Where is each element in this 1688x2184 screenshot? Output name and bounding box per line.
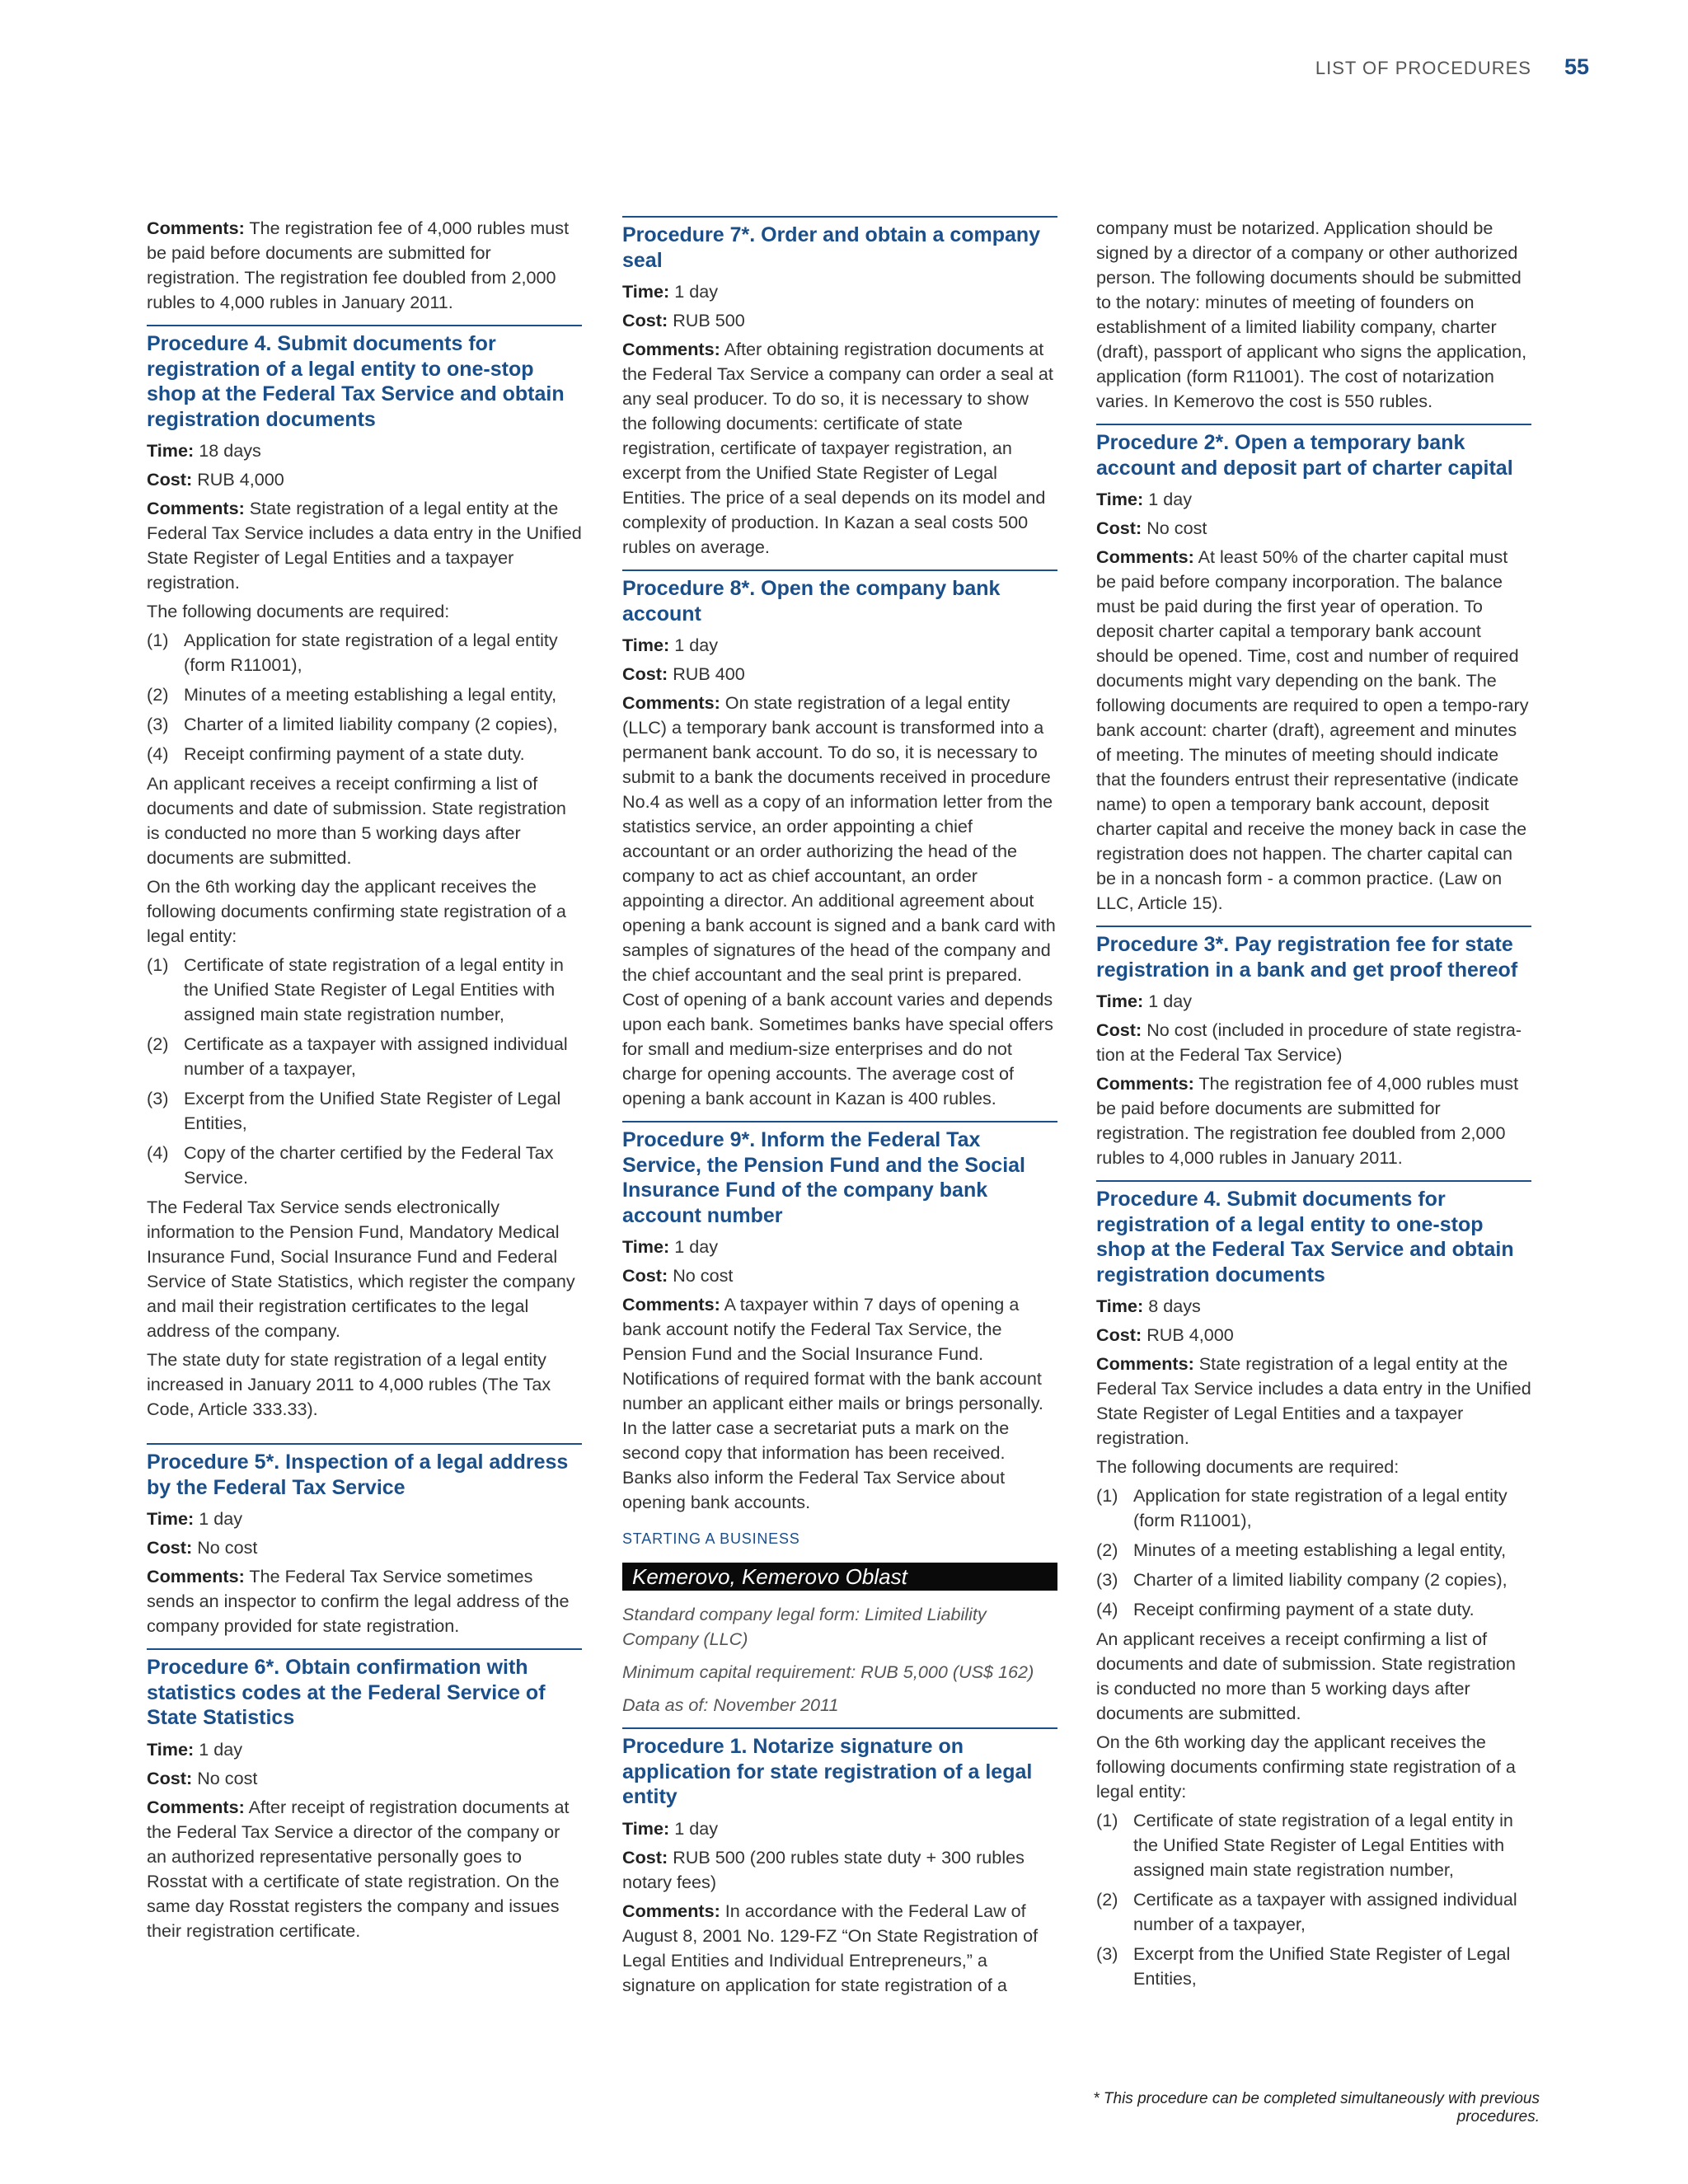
procedure-4-comments: Comments: State registration of a legal entity at the Federal Tax Service includes a data entry in the Unified State Register of Legal Entities and a taxpayer registration.	[1096, 1353, 1531, 1448]
procedure-2-comments: Comments: At least 50% of the charter capital must be paid before company incorporation. The balance must be paid during the first year of operation. To deposit charter capital a temporary bank account should be opened. Time, cost and number of required documents might vary depending on the bank. The following documents are required to open a tempo-rary bank account: charter (draft), agreement and minutes of meeting. The minutes of meeting should indicate that the founders entrust their representative (indicate name) to open a temporary bank account, deposit charter capital and receive the money back in case the registration does not happen. The charter capital can be in a noncash form - a common practice. (Law on LLC, Article 15).	[1096, 546, 1529, 913]
procedure-9-comments: Comments: A taxpayer within 7 days of opening a bank account notify the Federal Tax Service, the Pension Fund and the Social Insurance Fund. Notifications of required format with the bank account number an applicant either mails or brings personally. In the latter case a secretariat puts a mark on the second copy that information has been received. Banks also inform the Federal Tax Service about opening bank accounts.	[622, 1294, 1043, 1512]
column-2	[622, 216, 1057, 2002]
procedure-4-paragraph: An applicant receives a receipt confirming a list of documents and date of submission. State registration is conducted no more than 5 working days after documents are submitted.	[1096, 1629, 1516, 1723]
data-date-meta: Data as of: November 2011	[622, 1694, 839, 1715]
list-item: (4) Copy of the charter certified by the Federal Tax Service.	[147, 1142, 554, 1188]
procedure-1-cost: Cost: RUB 500 (200 rubles state duty + 300 rubles notary fees)	[622, 1846, 1025, 1892]
procedure-4-paragraph: The following documents are required:	[1096, 1456, 1400, 1477]
procedure-6-time: Time: 1 day	[147, 1738, 243, 1760]
procedure-7-title: Procedure 7*. Order and obtain a company seal	[622, 216, 1057, 273]
procedure-2-title: Procedure 2*. Open a temporary bank account and deposit part of charter capital	[1096, 424, 1531, 480]
list-item: (4) Receipt confirming payment of a state duty.	[1096, 1599, 1475, 1619]
procedure-7-cost: Cost: RUB 500	[622, 310, 745, 330]
procedure-4-paragraph: The following documents are required:	[147, 601, 450, 621]
procedure-7-time: Time: 1 day	[622, 281, 719, 302]
list-item: (2) Certificate as a taxpayer with assigned individual number of a taxpayer,	[1096, 1889, 1517, 1934]
procedure-4-comments: Comments: State registration of a legal entity at the Federal Tax Service includes a data entry in the Unified State Register of Legal Entities and a taxpayer registration.	[147, 498, 582, 593]
procedure-6-cost: Cost: No cost	[147, 1767, 258, 1788]
procedure-4-cost: Cost: RUB 4,000	[147, 469, 284, 490]
column-3	[1096, 216, 1531, 1996]
procedure-8-time: Time: 1 day	[622, 635, 719, 655]
list-item: (4) Receipt confirming payment of a state duty.	[147, 743, 525, 764]
procedure-9-cost: Cost: No cost	[622, 1265, 734, 1286]
procedure-4-paragraph: An applicant receives a receipt confirming a list of documents and date of submission. State registration is conducted no more than 5 working days after documents are submitted.	[147, 773, 566, 868]
procedure-1-comments-continued: company must be notarized. Application should be signed by a director of a company or other authorized person. The following documents should be submitted to the notary: minutes of meeting of founders on establishment of a limited liability company, charter (draft), passport of applicant who signs the application, application (form R11001). The cost of notarization varies. In Kemerovo the cost is 550 rubles.	[1096, 218, 1527, 411]
column-1	[147, 216, 582, 1947]
list-item: (1) Application for state registration of a legal entity (form R11001),	[147, 630, 558, 675]
procedure-3-comments: Comments: The registration fee of 4,000 rubles must be paid before documents are submitted for registration. The registration fee doubled from 2,000 rubles to 4,000 rubles in January 2011.	[1096, 1073, 1519, 1168]
procedure-4-paragraph: On the 6th working day the applicant receives the following documents confirming state registration of a legal entity:	[1096, 1732, 1516, 1802]
top-comments: Comments: The registration fee of 4,000 rubles must be paid before documents are submitted for registration. The registration fee doubled from 2,000 rubles to 4,000 rubles in January 2011.	[147, 218, 570, 312]
running-header	[1315, 54, 1589, 80]
procedure-2-cost: Cost: No cost	[1096, 518, 1207, 538]
procedure-6-title: Procedure 6*. Obtain confirmation with statistics codes at the Federal Service of State Statistics	[147, 1648, 582, 1731]
list-item: (2) Certificate as a taxpayer with assigned individual number of a taxpayer,	[147, 1033, 568, 1079]
procedure-4-time: Time: 18 days	[147, 440, 261, 461]
footnote: * This procedure can be completed simultaneously with previous procedures.	[1093, 2090, 1540, 2125]
procedure-4-required-docs-list	[147, 628, 582, 766]
list-item: (2) Minutes of a meeting establishing a legal entity,	[147, 684, 557, 705]
comments-label: Comments:	[147, 218, 245, 238]
procedure-2-time: Time: 1 day	[1096, 489, 1193, 509]
procedure-3-time: Time: 1 day	[1096, 991, 1193, 1011]
procedure-4-paragraph: The state duty for state registration of a legal entity increased in January 2011 to 4,000 rubles (The Tax Code, Article 333.33).	[147, 1349, 551, 1419]
procedure-5-comments: Comments: The Federal Tax Service sometimes sends an inspector to confirm the legal address of the company provided for state registration.	[147, 1566, 570, 1636]
procedure-6-comments: Comments: After receipt of registration documents at the Federal Tax Service a director of the company or an authorized representative personally goes to Rosstat with a certificate of state registration. On the same day Rosstat registers the company and issues their registration certificate.	[147, 1796, 570, 1941]
procedure-1-title: Procedure 1. Notarize signature on application for state registration of a legal entity	[622, 1727, 1057, 1810]
minimum-capital-meta: Minimum capital requirement: RUB 5,000 (US$ 162)	[622, 1661, 1034, 1682]
list-item: (1) Certificate of state registration of a legal entity in the Unified State Register of Legal Entities with assigned main state registration number,	[1096, 1810, 1513, 1880]
procedure-4-title-kemerovo: Procedure 4. Submit documents for registration of a legal entity to one-stop shop at the Federal Tax Service and obtain registration documents	[1096, 1180, 1531, 1287]
procedure-7-comments: Comments: After obtaining registration documents at the Federal Tax Service a company can order a seal at any seal producer. To do so, it is necessary to show the following documents: certificate of state registration, certificate of taxpayer registration, an excerpt from the Unified State Register of Legal Entities. The price of a seal depends on its model and complexity of production. In Kazan a seal costs 500 rubles on average.	[622, 339, 1053, 557]
list-item: (1) Certificate of state registration of a legal entity in the Unified State Register of Legal Entities with assigned main state registration number,	[147, 954, 564, 1024]
legal-form-meta: Standard company legal form: Limited Liability Company (LLC)	[622, 1604, 987, 1649]
procedure-3-cost: Cost: No cost (included in procedure of state registra-tion at the Federal Tax Service)	[1096, 1019, 1522, 1065]
list-item: (3) Charter of a limited liability company (2 copies),	[147, 714, 558, 734]
procedure-5-cost: Cost: No cost	[147, 1537, 258, 1558]
procedure-4-received-docs-list	[147, 953, 582, 1190]
procedure-4-required-docs-list	[1096, 1483, 1531, 1622]
procedure-1-comments: Comments: In accordance with the Federal Law of August 8, 2001 No. 129-FZ “On State Registration of Legal Entities and Individual Entrepreneurs,” a signature on application for state registration of a	[622, 1900, 1039, 1995]
procedure-8-comments: Comments: On state registration of a legal entity (LLC) a temporary bank account is transformed into a permanent bank account. To do so, it is necessary to submit to a bank the documents received in procedure No.4 as well as a copy of an information letter from the statistics service, an order appointing a chief accountant or an order authorizing the head of the company to act as chief accountant, an order appointing a director. An additional agreement about opening a bank account is signed and a bank card with samples of signatures of the head of the company and the chief accountant and the seal print is prepared. Cost of opening of a bank account varies and depends upon each bank. Sometimes banks have special offers for small and medium-size enterprises and do not charge for opening accounts. The average cost of opening a bank account in Kazan is 400 rubles.	[622, 692, 1056, 1108]
list-item: (3) Excerpt from the Unified State Register of Legal Entities,	[1096, 1943, 1511, 1989]
page-number: 55	[1564, 54, 1589, 79]
list-item: (2) Minutes of a meeting establishing a legal entity,	[1096, 1540, 1507, 1560]
procedure-4-received-docs-list	[1096, 1808, 1531, 1991]
procedure-4-paragraph: The Federal Tax Service sends electronically information to the Pension Fund, Mandatory Medical Insurance Fund, Social Insurance Fund and Federal Service of State Statistics, which register the company and mail their registration certificates to the legal address of the company.	[147, 1197, 575, 1341]
running-header-section: LIST OF PROCEDURES	[1315, 58, 1531, 78]
procedure-5-title: Procedure 5*. Inspection of a legal address by the Federal Tax Service	[147, 1443, 582, 1500]
section-label: STARTING A BUSINESS	[622, 1530, 800, 1547]
procedure-9-title: Procedure 9*. Inform the Federal Tax Service, the Pension Fund and the Social Insurance Fund of the company bank account number	[622, 1121, 1057, 1228]
procedure-4-cost: Cost: RUB 4,000	[1096, 1324, 1234, 1345]
region-heading: Kemerovo, Kemerovo Oblast	[622, 1563, 1057, 1591]
list-item: (3) Excerpt from the Unified State Register of Legal Entities,	[147, 1088, 561, 1133]
list-item: (1) Application for state registration of a legal entity (form R11001),	[1096, 1485, 1507, 1530]
procedure-1-time: Time: 1 day	[622, 1817, 719, 1839]
procedure-8-title: Procedure 8*. Open the company bank account	[622, 569, 1057, 626]
procedure-4-title: Procedure 4. Submit documents for registration of a legal entity to one-stop shop at the Federal Tax Service and obtain registration documents	[147, 325, 582, 432]
procedure-3-title: Procedure 3*. Pay registration fee for state registration in a bank and get proof thereof	[1096, 926, 1531, 982]
procedure-5-time: Time: 1 day	[147, 1508, 243, 1529]
list-item: (3) Charter of a limited liability company (2 copies),	[1096, 1569, 1507, 1590]
procedure-8-cost: Cost: RUB 400	[622, 663, 745, 684]
procedure-9-time: Time: 1 day	[622, 1236, 719, 1257]
procedure-4-time: Time: 8 days	[1096, 1296, 1201, 1316]
procedure-4-paragraph: On the 6th working day the applicant receives the following documents confirming state registration of a legal entity:	[147, 876, 566, 946]
